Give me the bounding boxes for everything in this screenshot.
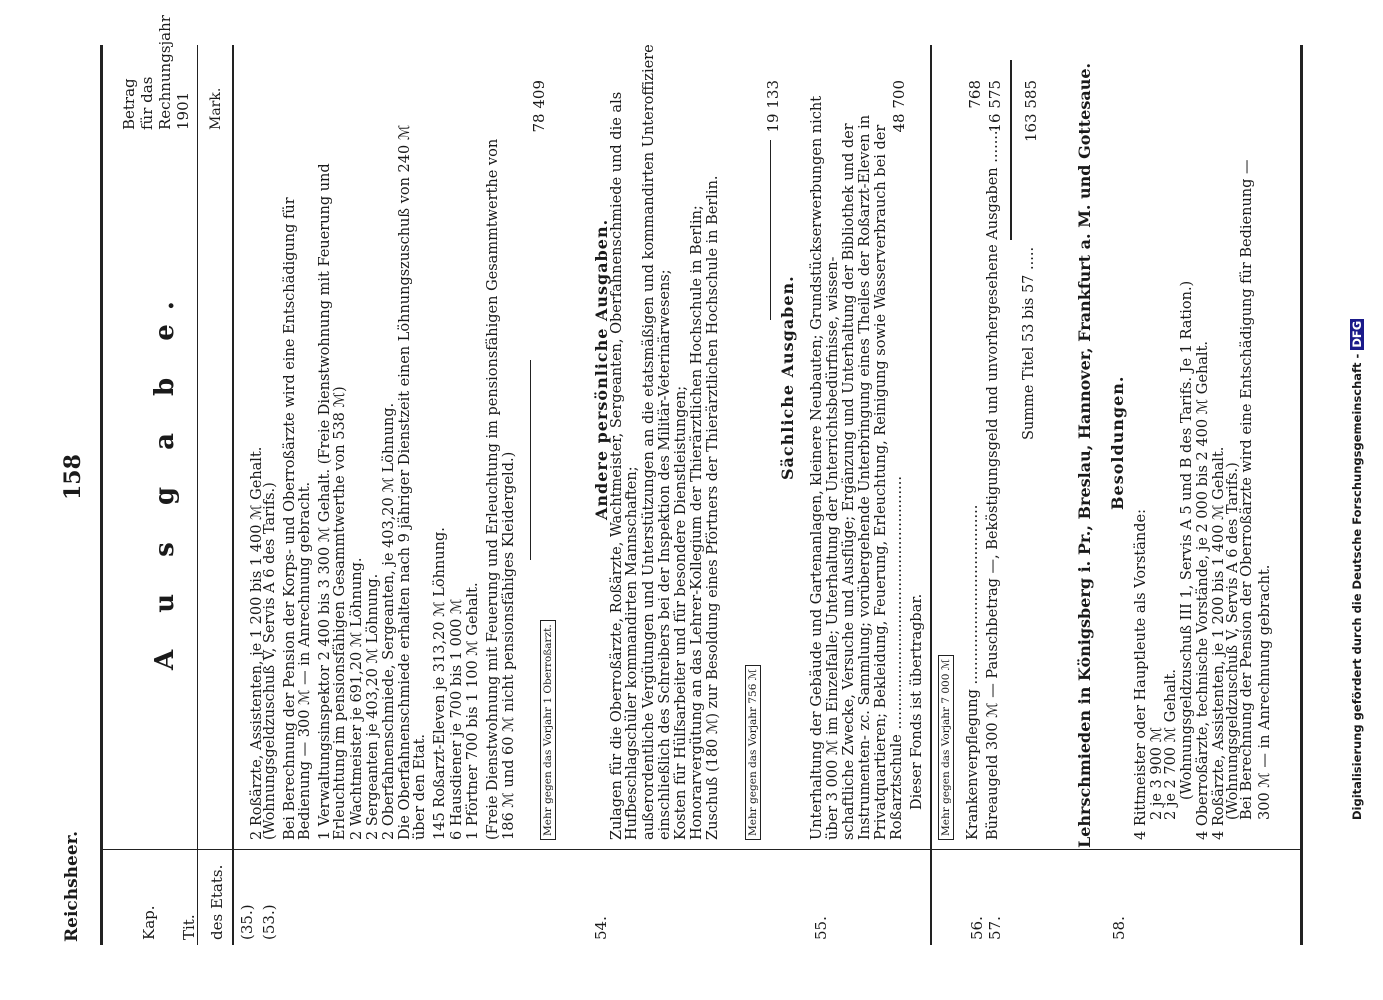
amount-header-unit: Mark.	[208, 87, 224, 130]
s55-line: Roßarztschule .......................................................	[889, 476, 905, 840]
s55-line: Privatquartieren; Bekleidung, Feuerung, Erleuchtung, Reinigung sowie Wasserverbrauch bei der	[873, 124, 889, 840]
s55-line: über 3 000 ℳ im Einzelfalle; Unterhaltung der Unterrichtsbedürfnisse, wissen-	[825, 256, 841, 840]
s53-line: 2 Sergeanten je 403,20 ℳ Löhnung.	[365, 573, 381, 840]
page-header-left: Reichsheer.	[62, 831, 82, 942]
s55-heading: Sächliche Ausgaben.	[778, 275, 797, 480]
s54-line: außerordentliche Vergütungen und Unterstützungen an die etatsmäßigen und kommandirten Unteroffiziere	[641, 44, 657, 840]
s53-line: (Freie Dienstwohnung mit Feuerung und Erleuchtung im pensionsfähigen Gesammtwerthe von	[485, 138, 501, 840]
s56-line: Krankenverpflegung .......................................	[965, 504, 981, 840]
s55-line: Instrumenten- zc. Sammlung; vorübergehende Unterbringung eines Theiles der Roßarzt-Eleven in	[857, 114, 873, 840]
s53-line: (Wohnungsgeldzuschuß V, Servis A 6 des Tarifs.)	[262, 482, 278, 840]
s58-line: (Wohnungsgeldzuschuß V, Servis A 6 des Tarifs.)	[1225, 462, 1241, 820]
kap-number: (35.)	[238, 904, 256, 940]
column-header-kap: Kap.	[140, 905, 158, 940]
page-title: A u s g a b e.	[150, 287, 180, 670]
s54-line: Honorarvergütung an das Lehrer-Kollegium der Thierärztlichen Hochschule in Berlin;	[689, 205, 705, 840]
s53-line: 1 Pförtner 700 bis 1 100 ℳ Gehalt.	[465, 582, 481, 840]
amount-column-rule	[930, 45, 932, 945]
column-header-tit: Tit.	[180, 914, 198, 940]
amount-header-line2: für das	[138, 76, 156, 130]
s54-note: Mehr gegen das Vorjahr 756 ℳ	[745, 665, 761, 840]
s53-line: Die Oberfahnenschmiede erhalten nach 9 jähriger Dienstzeit einen Löhnungszuschuß von 240 ℳ	[397, 124, 413, 840]
s53-line: 186 ℳ und 60 ℳ nicht pensionsfähiges Kleidergeld.)	[501, 451, 517, 840]
s53-line: Erleuchtung im pensionsfähigen Gesammtwerthe von 538 ℳ)	[332, 386, 348, 840]
text-column-rule	[232, 45, 234, 945]
s53-subtotal-rule	[530, 360, 531, 560]
amount-header-line1: Betrag	[120, 78, 138, 130]
digitization-credit	[1350, 319, 1364, 820]
s55-line: Dieser Fonds ist übertragbar.	[909, 593, 925, 810]
s57-amount: 16 575	[986, 80, 1004, 133]
tit-number: 56.	[968, 916, 986, 940]
s54-heading: Andere persönliche Ausgaben.	[592, 218, 611, 520]
s58-line: 4 Rittmeister oder Hauptleute als Vorstände:	[1133, 509, 1149, 840]
s54-line: Hufbeschlagschüler kommandirten Mannschaften;	[624, 466, 640, 840]
page-number: 158	[60, 454, 86, 500]
summe-line: Summe Titel 53 bis 57 .....	[1021, 246, 1037, 440]
s53-amount: 78 409	[530, 80, 548, 133]
s54-line: Kosten für Hülfsarbeiter und für besondere Dienstleistungen;	[673, 385, 689, 840]
tit-number: 57.	[986, 916, 1004, 940]
s55-line: schaftliche Zwecke, Versuche und Ausflüge; Ergänzung und Unterhaltung der Bibliothek und der	[841, 123, 857, 840]
s55-line: Unterhaltung der Gebäude und Gartenanlagen, kleinere Neubauten; Grundstückserwerbungen nicht	[809, 95, 825, 840]
s58-line: 4 Roßärzte, Assistenten, je 1 200 bis 1 400 ℳ Gehalt.	[1211, 446, 1227, 840]
tit-number: 58.	[1110, 916, 1128, 940]
s56-amount: 768	[966, 80, 984, 109]
s57-line: Büreaugeld 300 ℳ — Pauschbetrag —, Beköstigungsgeld und unvorhergesehene Ausgaben ........	[985, 125, 1001, 840]
s55-amount: 48 700	[890, 80, 908, 133]
s54-line: einschließlich des Schreibers bei der Inspektion des Militär-Veterinärwesens;	[657, 269, 673, 840]
s53-line: 2 Wachtmeister je 691,20 ℳ Löhnung.	[349, 557, 365, 840]
tit-number: 55.	[812, 916, 830, 940]
s53-line: 1 Verwaltungsinspektor 2 400 bis 3 300 ℳ Gehalt. (Freie Dienstwohnung mit Feuerung und	[317, 163, 333, 840]
kap-column-rule	[197, 45, 198, 945]
table-top-rule	[100, 45, 103, 945]
dfg-logo: DFG	[1350, 320, 1364, 348]
header-row-rule	[100, 849, 1300, 850]
table-bottom-rule	[1300, 45, 1303, 945]
s54-line: Zuschuß (180 ℳ) zur Besoldung eines Pförtners der Thierärztlichen Hochschule in Berlin.	[705, 175, 721, 840]
s55-note: Mehr gegen das Vorjahr 7 000 ℳ	[938, 655, 954, 840]
s53-line: Bei Berechnung der Pension der Korps- und Oberroßärzte wird eine Entschädigung für	[282, 197, 298, 840]
s58-heading: Besoldungen.	[1108, 375, 1127, 510]
s54-amount: 19 133	[764, 80, 782, 133]
s58-line: 300 ℳ — in Anrechnung gebracht.	[1257, 564, 1273, 820]
summe-amount: 163 585	[1022, 80, 1040, 143]
s53-line: Bedienung — 300 ℳ — in Anrechnung gebracht.	[297, 481, 313, 840]
amount-header-line4: 1901	[174, 91, 192, 130]
s58-line: 2 je 2 700 ℳ Gehalt.	[1163, 669, 1179, 820]
tit-number: 54.	[592, 916, 610, 940]
s53-line: 2 Oberfahnenschmiede, Sergeanten, je 403,20 ℳ Löhnung.	[381, 402, 397, 840]
s58-line: Bei Berechnung der Pension der Oberroßärzte wird eine Entschädigung für Bedienung —	[1239, 159, 1255, 820]
s53-line: 6 Hausdiener je 700 bis 1 000 ℳ	[449, 598, 465, 840]
s58-line: 4 Oberroßärzte, technische Vorstände, je 2 000 bis 2 400 ℳ Gehalt.	[1195, 340, 1211, 840]
tit-number: (53.)	[260, 904, 278, 940]
s53-note: Mehr gegen das Vorjahr 1 Oberroßarzt.	[540, 620, 556, 840]
amount-header-line3: Rechnungsjahr	[156, 15, 174, 130]
column-header-des-etats: des Etats.	[208, 864, 226, 940]
s53-line: 2 Roßärzte, Assistenten, je 1 200 bis 1 400 ℳ Gehalt.	[249, 446, 265, 840]
summe-rule	[1010, 60, 1012, 240]
s58-big-heading: Lehrschmieden in Königsberg i. Pr., Breslau, Hannover, Frankfurt a. M. und Gottesaue.	[1075, 62, 1094, 848]
s53-line: über den Etat.	[412, 733, 428, 840]
s58-line: (Wohnungsgeldzuschuß III 1, Servis A 5 und B des Tarifs. Je 1 Ration.)	[1179, 280, 1195, 800]
s58-line: 2 je 3 900 ℳ	[1149, 726, 1165, 820]
s53-line: 145 Roßarzt-Eleven je 313,20 ℳ Löhnung.	[432, 527, 448, 840]
s54-line: Zulagen für die Oberroßärzte, Roßärzte, Wachtmeister, Sergeanten, Oberfahnenschmiede und die als	[609, 91, 625, 840]
credit-text: Digitalisierung gefördert durch die Deutsche Forschungsgemeinschaft -	[1350, 353, 1364, 820]
